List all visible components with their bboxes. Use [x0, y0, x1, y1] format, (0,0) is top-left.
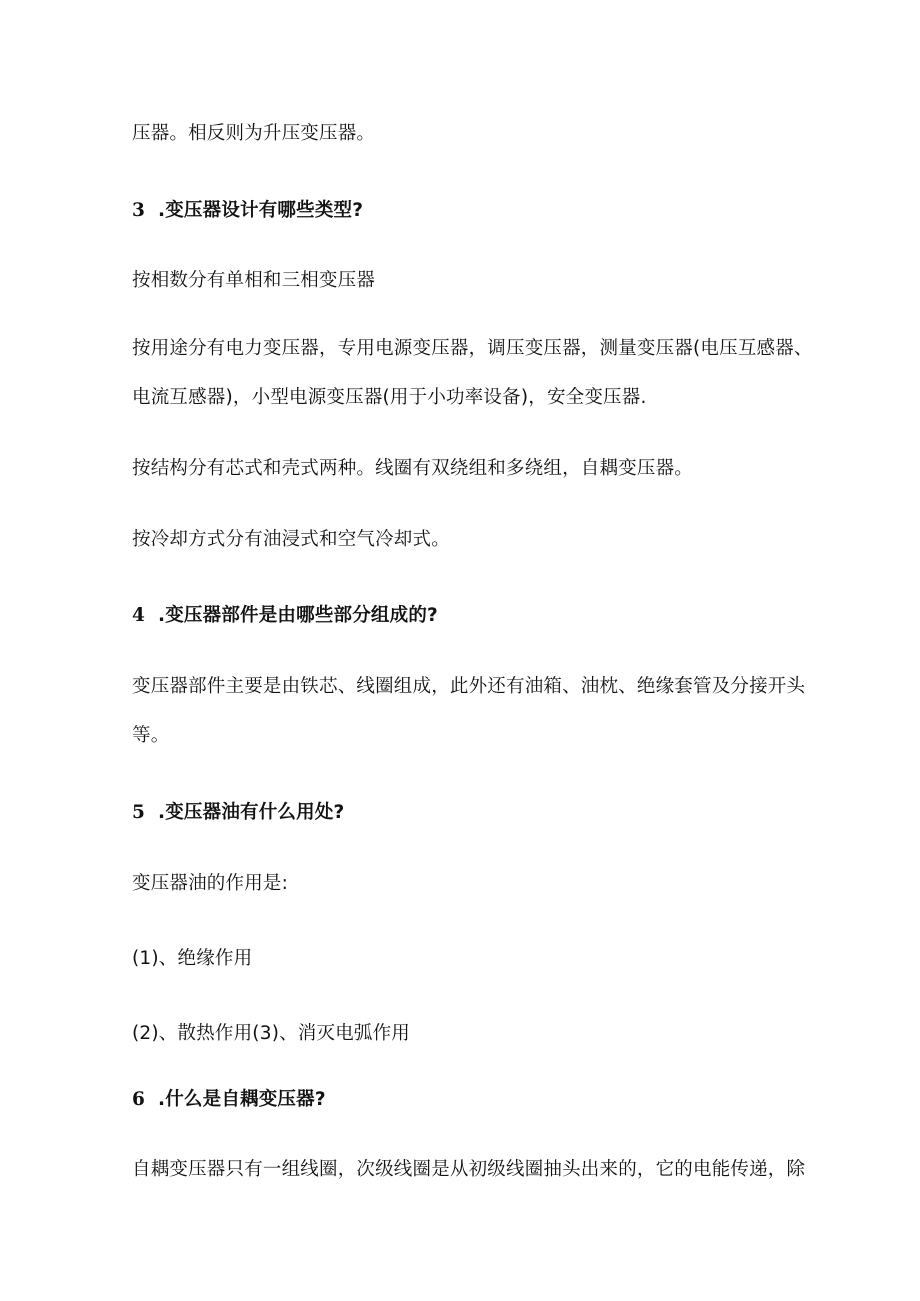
section-number: 4 — [132, 605, 146, 626]
paragraph-line: 自耦变压器只有一组线圈，次级线圈是从初级线圈抽头出来的，它的电能传递，除 — [132, 1159, 806, 1180]
section-heading-3 — [132, 198, 812, 224]
paragraph-line: 按冷却方式分有油浸式和空气冷却式。 — [132, 529, 450, 550]
paragraph-line: 按用途分有电力变压器，专用电源变压器，调压变压器，测量变压器(电压互感器、 — [132, 338, 813, 359]
paragraph-line: 变压器油的作用是: — [132, 873, 289, 894]
section-number: 5 — [132, 802, 146, 823]
section-title: .变压器设计有哪些类型? — [158, 200, 364, 221]
list-item: (2)、散热作用(3)、消灭电弧作用 — [132, 1023, 411, 1044]
paragraph-line: 按结构分有芯式和壳式两种。线圈有双绕组和多绕组，自耦变压器。 — [132, 458, 694, 479]
section-number: 3 — [132, 200, 146, 221]
section-heading-5 — [132, 800, 812, 826]
paragraph-line: 按相数分有单相和三相变压器 — [132, 270, 376, 291]
paragraph-line: 变压器部件主要是由铁芯、线圈组成，此外还有油箱、油枕、绝缘套管及分接开头 — [132, 676, 806, 697]
section-number: 6 — [132, 1089, 146, 1110]
section-title: .什么是自耦变压器? — [158, 1089, 326, 1110]
paragraph-line: 电流互感器)，小型电源变压器(用于小功率设备)，安全变压器. — [132, 387, 647, 408]
paragraph-line: 压器。相反则为升压变压器。 — [132, 123, 376, 144]
section-title: .变压器油有什么用处? — [158, 802, 345, 823]
list-item: (1)、绝缘作用 — [132, 948, 253, 969]
section-heading-6 — [132, 1087, 812, 1113]
paragraph-line: 等。 — [132, 725, 170, 746]
section-title: .变压器部件是由哪些部分组成的? — [158, 605, 438, 626]
section-heading-4 — [132, 603, 812, 629]
